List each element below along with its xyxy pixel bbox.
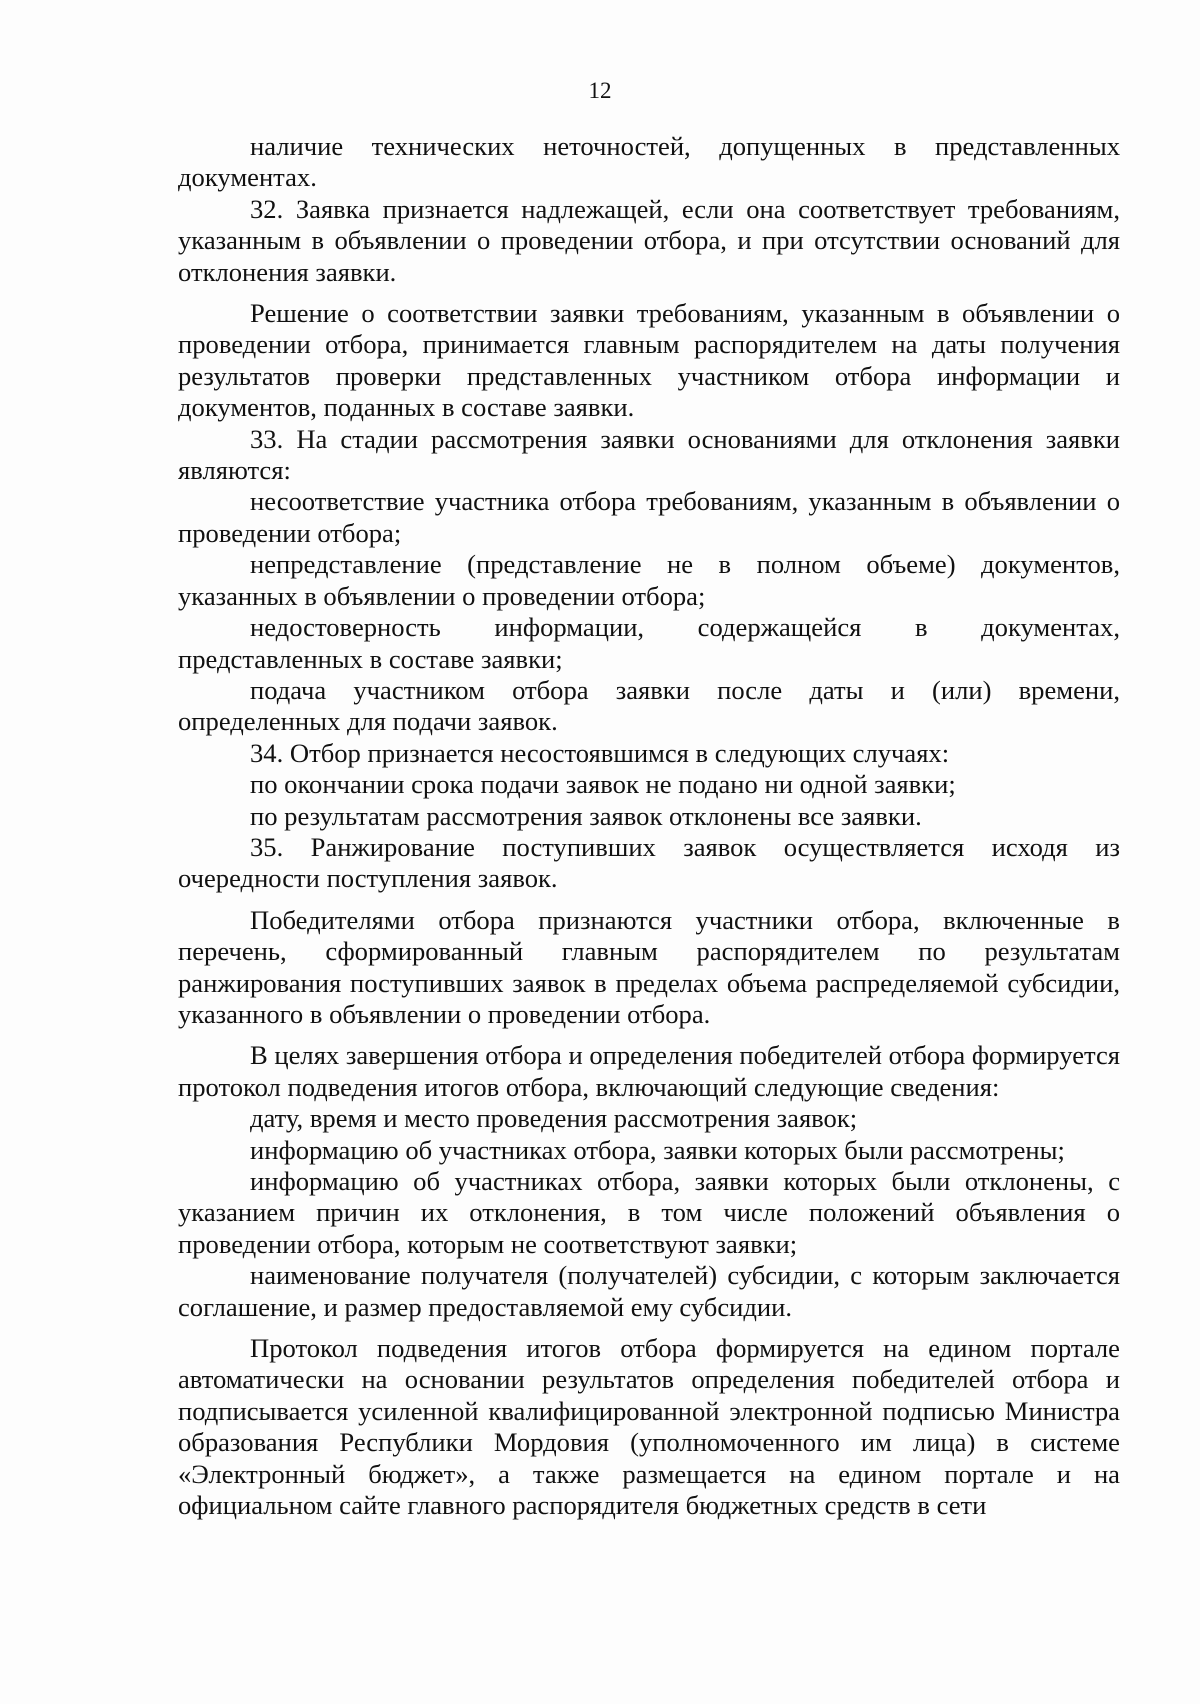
list-item: наименование получателя (получателей) субсидии, с которым заключается соглашение, и размер предоставляемой ему субсидии. xyxy=(178,1260,1120,1322)
paragraph: Решение о соответствии заявки требованиям, указанным в объявлении о проведении отбора, принимается главным распорядителем на даты получения результатов проверки представленных участником отбора информации и документов, поданных в составе заявки. xyxy=(178,298,1120,423)
paragraph: Протокол подведения итогов отбора формируется на едином портале автоматически на основании результатов определения победителей отбора и подписывается усиленной квалифицированной электронной подписью Министра образования Республики Мордовия (уполномоченного им лица) в системе «Электронный бюджет», а также размещается на едином портале и на официальном сайте главного распорядителя бюджетных средств в сети xyxy=(178,1333,1120,1521)
list-item: недостоверность информации, содержащейся в документах, представленных в составе заявки; xyxy=(178,612,1120,674)
paragraph: наличие технических неточностей, допущенных в представленных документах. xyxy=(178,131,1120,193)
page-number: 12 xyxy=(588,78,612,103)
list-item: информацию об участниках отбора, заявки которых были рассмотрены; xyxy=(250,1134,1065,1165)
paragraph-clause-35: 35. Ранжирование поступивших заявок осуществляется исходя из очередности поступления заявок. xyxy=(178,831,1120,894)
paragraph-clause-32: 32. Заявка признается надлежащей, если она соответствует требованиям, указанным в объявлении о проведении отбора, и при отсутствии оснований для отклонения заявки. xyxy=(178,193,1120,287)
list-item: несоответствие участника отбора требованиям, указанным в объявлении о проведении отбора; xyxy=(178,486,1120,548)
paragraph-clause-34: 34. Отбор признается несостоявшимся в следующих случаях: xyxy=(250,737,950,768)
list-item: по результатам рассмотрения заявок отклонены все заявки. xyxy=(250,800,922,831)
document-body xyxy=(178,131,1120,1521)
list-item: информацию об участниках отбора, заявки которых были отклонены, с указанием причин их отклонения, в том числе положений объявления о проведении отбора, которым не соответствуют заявки; xyxy=(178,1166,1120,1259)
list-item: дату, время и место проведения рассмотрения заявок; xyxy=(250,1103,858,1134)
paragraph: В целях завершения отбора и определения победителей отбора формируется протокол подведения итогов отбора, включающий следующие сведения: xyxy=(178,1040,1120,1102)
list-item: непредставление (представление не в полном объеме) документов, указанных в объявлении о проведении отбора; xyxy=(178,549,1120,611)
paragraph-clause-33: 33. На стадии рассмотрения заявки основаниями для отклонения заявки являются: xyxy=(178,423,1120,486)
list-item: подача участником отбора заявки после даты и (или) времени, определенных для подачи заявок. xyxy=(178,674,1120,737)
list-item: по окончании срока подачи заявок не подано ни одной заявки; xyxy=(250,769,956,800)
paragraph: Победителями отбора признаются участники отбора, включенные в перечень, сформированный главным распорядителем по результатам ранжирования поступивших заявок в пределах объема распределяемой субсидии, указанного в объявлении о проведении отбора. xyxy=(178,904,1120,1029)
